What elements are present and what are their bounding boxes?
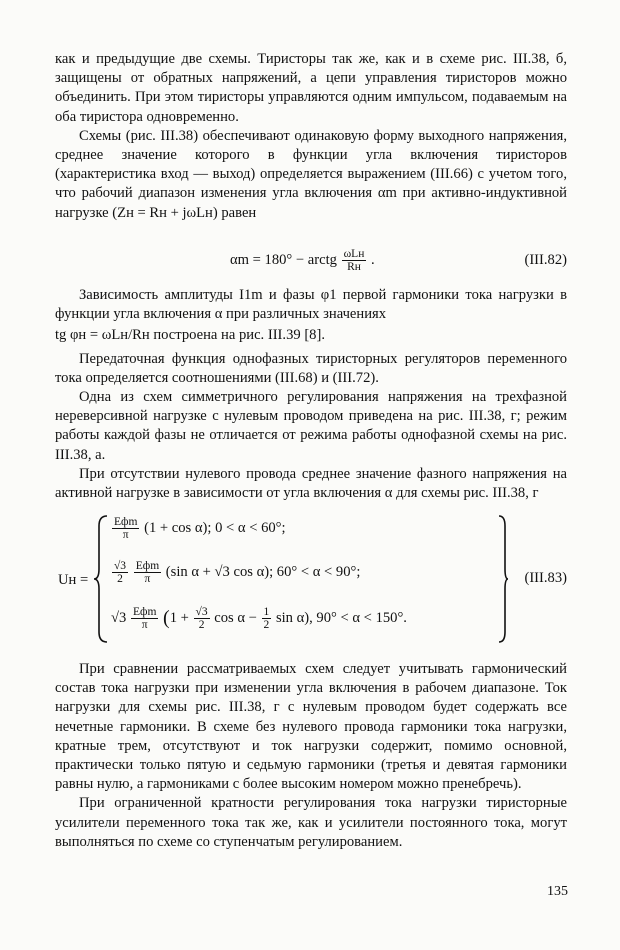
text-block-bottom (55, 660, 567, 852)
fraction-denominator: 2 (198, 619, 205, 631)
fraction-denominator: π (144, 573, 151, 585)
case-1-expression: (1 + cos α); 0 < α < 60°; (144, 519, 286, 536)
formula-83-case-3: √3 $\frac{\text{Eфm}}{\pi}$ (1 + $\frac{√3}{2}$ cos α − $\frac{1}{2}$ sin α), 90° < α < 150°. (111, 606, 407, 631)
formula-iii-82 (55, 242, 567, 278)
page-number: 135 (547, 884, 568, 899)
formula-83-case-2 (111, 560, 360, 585)
text-block-middle (55, 286, 567, 503)
equation-number: (III.83) (524, 570, 567, 586)
formula-83-case-1 (111, 516, 286, 541)
left-brace-icon (93, 514, 109, 644)
fraction-sqrt3-over-2 (194, 606, 210, 631)
fraction-denominator: π (122, 529, 129, 541)
fraction-numerator: Eфm (135, 560, 160, 572)
right-brace-icon (497, 514, 509, 644)
fraction-numerator: √3 (114, 560, 127, 572)
fraction-numerator: 1 (263, 606, 270, 618)
paragraph-1: как и предыдущие две схемы. Тиристоры так же, как и в схеме рис. III.38, б, защищены от обратных напряжений, а цепи управления тиристоров можно объединить. При этом тиристоры управляются одним импульсом, подаваемым на оба тиристора одновременно. (55, 51, 567, 125)
paragraph-6: При отсутствии нулевого провода среднее значение фазного напряжения на активной нагрузке в зависимости от угла включения α для схемы рис. III.38, г (55, 465, 567, 502)
fraction-one-over-2 (262, 606, 272, 631)
formula-83-lhs: Uн = (58, 572, 89, 588)
fraction-denominator: 2 (117, 573, 123, 585)
formula-iii-83 (55, 512, 567, 650)
case-3-cos-term: cos α − (214, 609, 261, 626)
paragraph-4: Передаточная функция однофазных тиристорных регуляторов переменного тока определяется соотношениями (III.68) и (III.72). (55, 350, 567, 386)
fraction-denominator: 2 (263, 619, 270, 631)
paragraph-3: Зависимость амплитуды I1m и фазы φ1 первой гармоники тока нагрузки в функции угла включения α при различных значениях (55, 287, 567, 323)
fraction-numerator: √3 (195, 606, 208, 618)
fraction-numerator: Eфm (132, 606, 157, 618)
fraction-e-over-pi (134, 560, 161, 585)
paragraph-7: При сравнении рассматриваемых схем следует учитывать гармонический состав тока нагрузки при изменении угла включения в рабочем диапазоне. Ток нагрузки для схемы рис. III.38, г с нулевым проводом будет содержать все нечетные гармоники. В схеме без нулевого провода гармоники тока нагрузки, кратные трем, отсутствуют и ток нагрузки содержит, помимо основной, практически только пятую и седьмую гармоники (третья и девятая гармоники равны нулю, а гармониками с более высоким номером можно пренебречь). (55, 661, 567, 793)
one-term: 1 (169, 609, 178, 626)
paragraph-2: Схемы (рис. III.38) обеспечивают одинаковую форму выходного напряжения, среднее значение которого в функции угла включения тиристоров (характеристика вход — выход) определяется выражением (III.66) с учетом того, что рабочий диапазон изменения угла включения αm при активно-индуктивной нагрузке (Zн = Rн + jωLн) равен (55, 127, 567, 221)
paragraph-8: При ограниченной кратности регулирования тока нагрузки тиристорные усилители переменного тока так же, как и усилители постоянного тока, могут выполняться по схеме со ступенчатым регулированием. (55, 795, 567, 850)
equation-number: (III.82) (524, 252, 567, 268)
sqrt3-coefficient: √3 (111, 609, 127, 626)
paragraph-3-continuation: tg φн = ωLн/Rн построена на рис. III.39 [8]. (55, 327, 325, 344)
formula-82-lhs: αm = 180° − arctg (230, 251, 337, 268)
case-2-expression: (sin α + √3 cos α); 60° < α < 90°; (165, 563, 361, 580)
case-3-tail: sin α), 90° < α < 150°. (275, 609, 407, 626)
fraction-denominator: π (141, 619, 148, 631)
formula-82-dot: . (371, 251, 375, 268)
fraction-e-over-pi (131, 606, 158, 631)
fraction-sqrt3-over-2 (112, 560, 128, 585)
open-paren: ( (163, 606, 170, 629)
fraction-denominator: Rн (347, 261, 361, 273)
fraction-e-over-pi (112, 516, 139, 541)
text-block-top (55, 50, 567, 223)
fraction-numerator: Eфm (114, 516, 138, 528)
paragraph-5: Одна из схем симметричного регулирования напряжения на трехфазной нереверсивной нагрузке с нулевым проводом приведена на рис. III.38, г; режим работы каждой фазы не отличается от режима работы однофазной схемы на рис. III.38, а. (55, 389, 567, 463)
formula-82-fraction (342, 248, 367, 273)
fraction-numerator: ωLн (343, 248, 365, 260)
